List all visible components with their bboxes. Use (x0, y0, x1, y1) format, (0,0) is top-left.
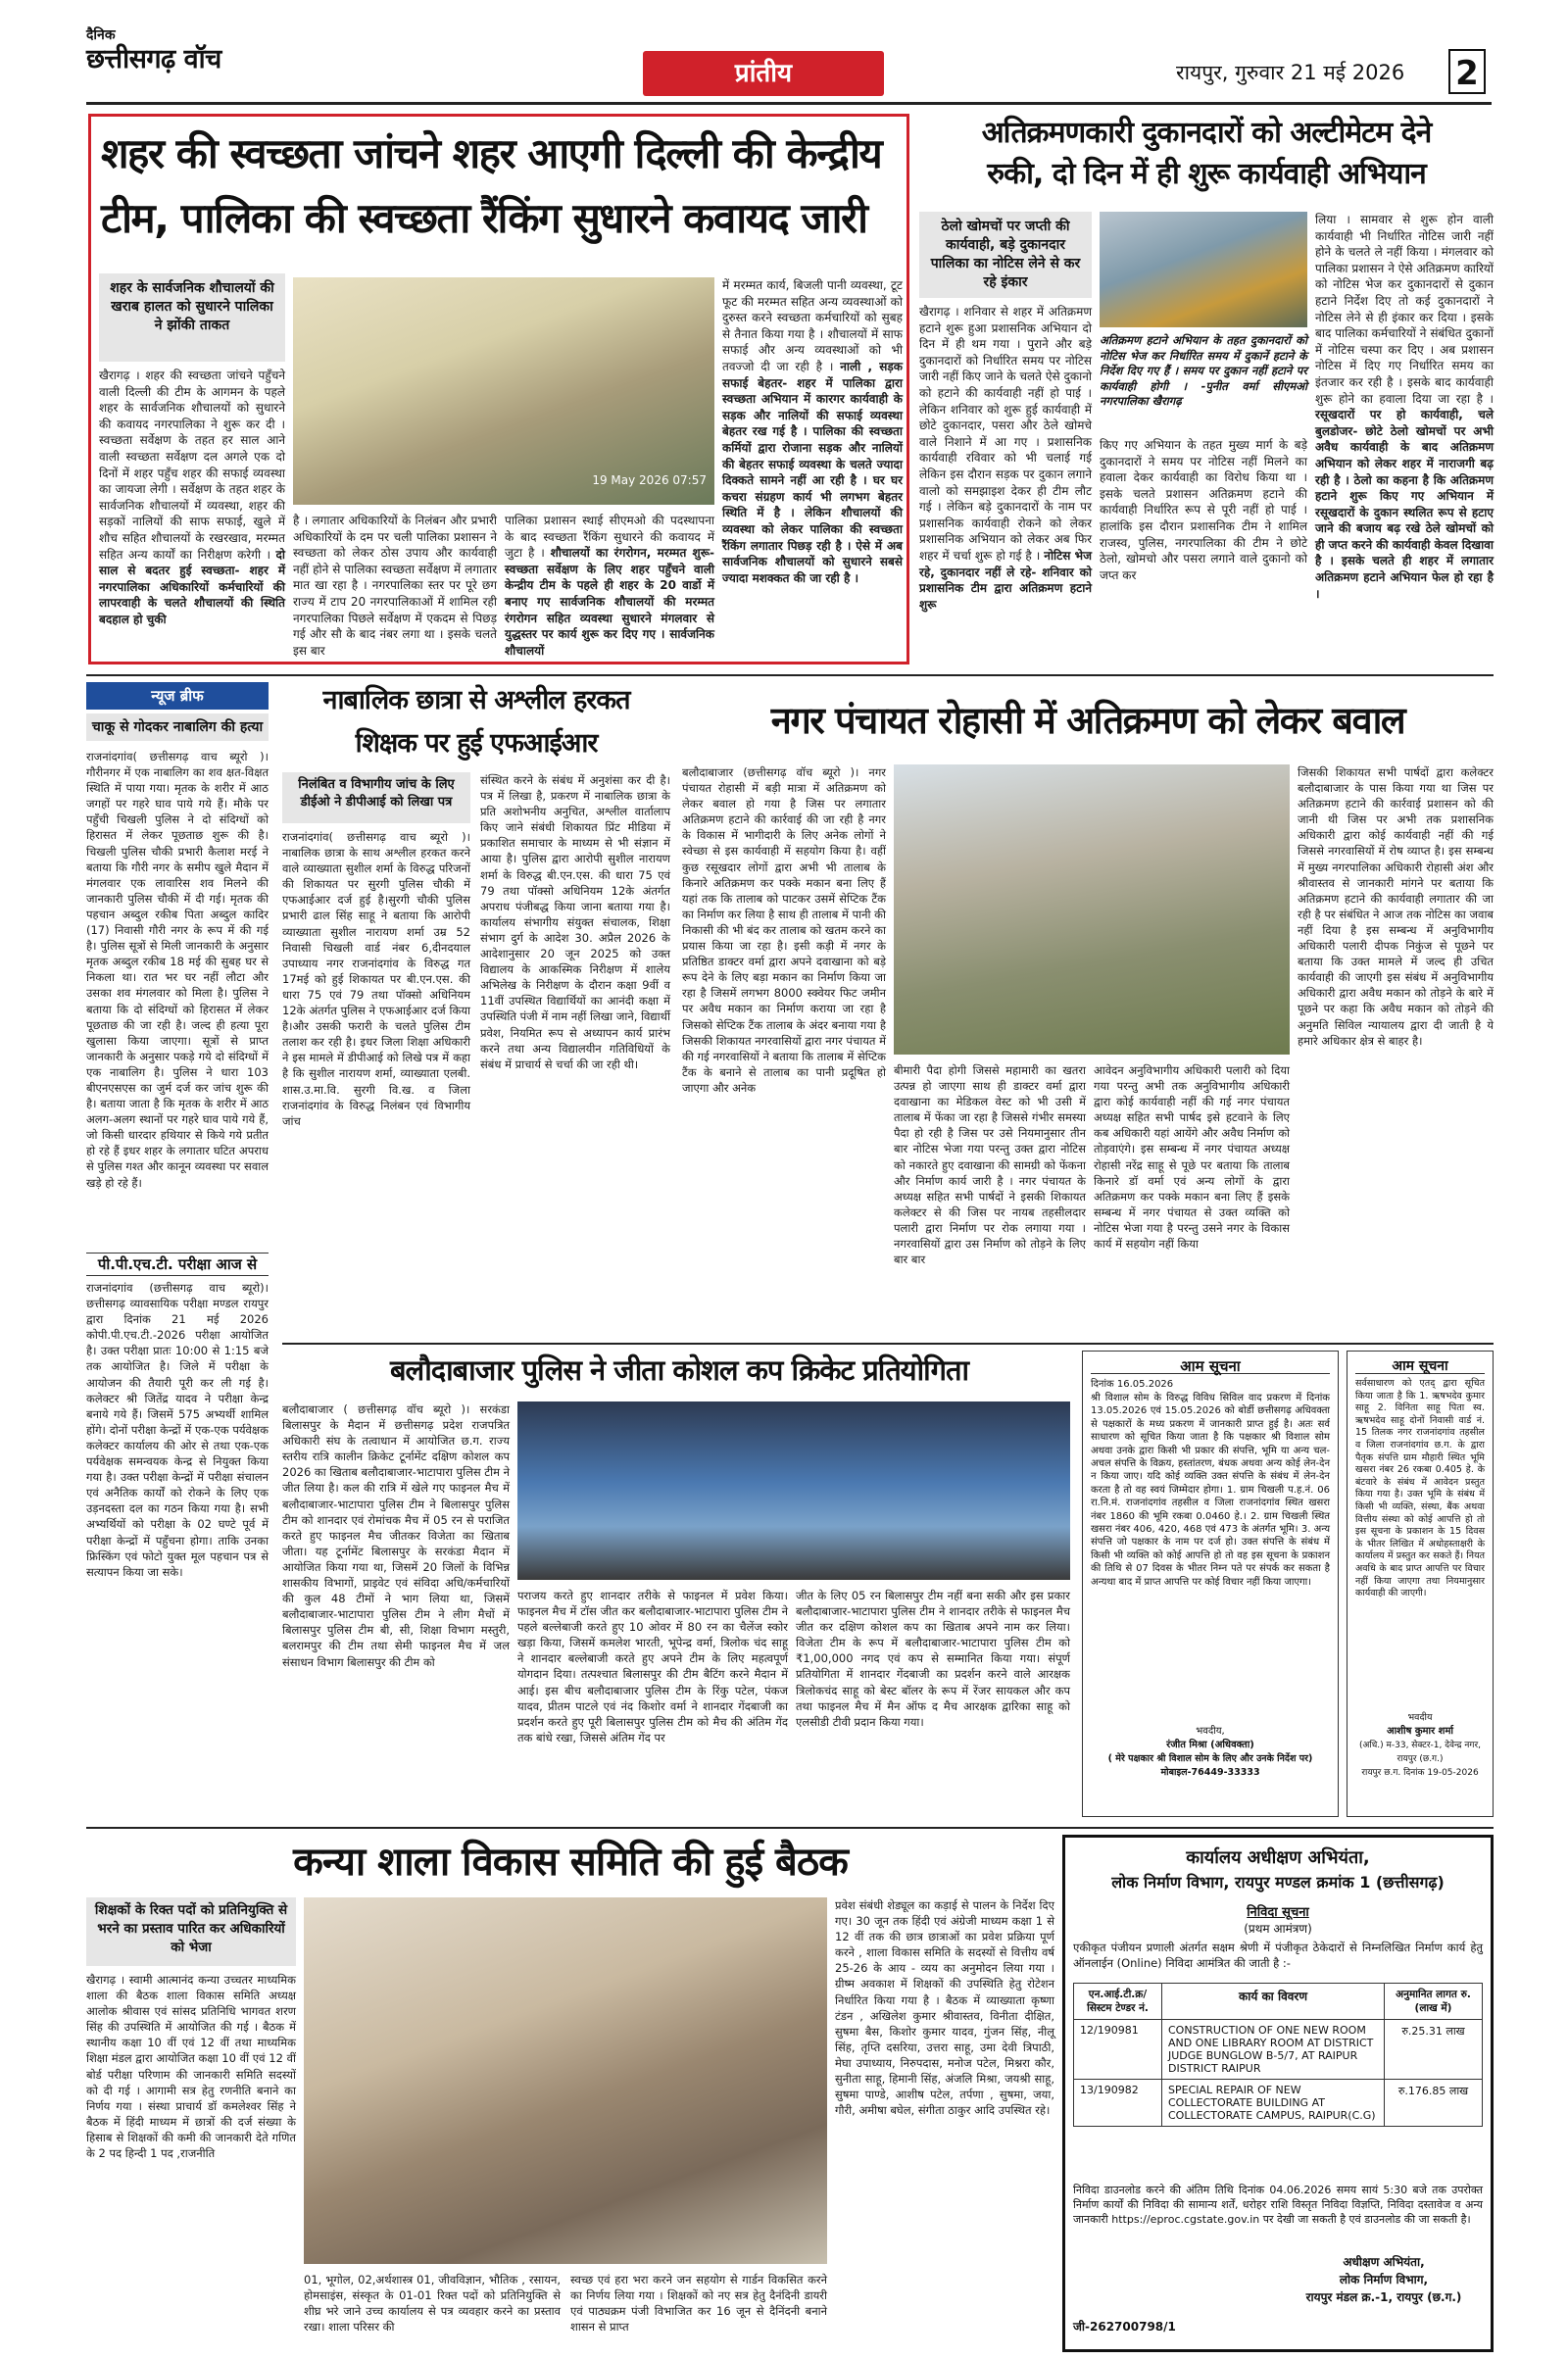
story-col1: खैरागढ़ । स्वामी आत्मानंद कन्या उच्चतर माध्यमिक शाला की बैठक शाला विकास समिति अध्यक्ष आलोक श्रीवास एवं सांसद प्रतिनिधि भागवत शरण सिंह की उपस्थिति में आयोजित की गई । बैठक में स्थानीय कक्षा 10 वीं एवं 12 वीं तथा माध्यमिक शिक्षा मंडल द्वारा आयोजित कक्षा 10 वीं एवं 12 वीं बोर्ड परीक्षा परिणाम की जानकारी समिति सदस्यों को दी गई । आगामी सत्र हेतु रणनीति बनाने का निर्णय गया । संस्था प्राचार्य डॉ कमलेश्वर सिंह ने बैठक में हिंदी माध्यम में छात्रों की दर्ज संख्या के हिसाब से शिक्षकों की कमी की जानकारी देते गणित के 2 पद हिन्दी 1 पद ,राजनीति (86, 1973, 296, 2161)
table-row (1074, 2080, 1483, 2127)
brand-small: दैनिक (86, 27, 116, 43)
bottom-divider (86, 1827, 1494, 1829)
body-text: में मरम्मत कार्य, बिजली पानी व्यवस्था, टूट फूट की मरम्मत सहित अन्य व्यवस्थाओं को दुरुस्त करने स्वच्छता कर्मचारियों को सुबह से तैनात किया गया है । शौचालयों में साफ सफाई और अन्य व्यवस्थाओं को भी तवज्जो दी जा रही है । (722, 278, 903, 373)
story-col4: जिसकी शिकायत सभी पार्षदों द्वारा कलेक्टर बलौदाबाजार के पास किया गया था जिस पर अतिक्रमण हटाने की कार्रवाई प्रशासन को की जानी थी जिस पर अभी तक प्रशासनिक अधिकारी द्वारा कोई कार्यवाही नहीं की गई जिससे नगरवासियों में रोष व्याप्त है। इस सम्बन्ध में मुख्य नगरपालिका अधिकारी रोहासी अंश और श्रीवास्तव से जानकारी मांगने पर बताया कि अतिक्रमण हटाने की कार्यवाही लगातार की जा रही है पर संबंधित ने आज तक नोटिस का जवाब नहीं दिया है इस सम्बन्ध में अनुविभागीय अधिकारी पलारी दीपक निकुंज से पूछने पर बताया कि उक्त मामले में जल्द ही उचित कार्यवाही की जाएगी इस संबंध में अनुविभागीय अधिकारी द्वारा अवैध मकान को तोड़ने के बारे में पूछने पर कहा कि अवैध मकान को तोड़ने की अनुमति सिविल न्यायालय द्वारा दी जाती है ये हमारे अधिकार क्षेत्र से बाहर है। (1298, 765, 1494, 1048)
headline-line2: शिक्षक पर हुई एफआईआर (355, 728, 598, 759)
tender-table-wrap (1073, 1983, 1483, 2127)
story-col2: 01, भूगोल, 02,अर्थशास्त्र 01, जीवविज्ञान, भौतिक , रसायन, होमसाइंस, संस्कृत के 01-01 रिक्त पदों को प्रतिनियुक्ति से शीघ्र भरे जाने उच्च कार्यालय से पत्र व्यवहार करने का प्रस्ताव रखा। शाला परिसर की (304, 2273, 561, 2335)
story-encroachment-ultimatum (919, 114, 1494, 664)
public-notice-2 (1347, 1351, 1494, 1817)
notice-text: श्री विशाल सोम के विरुद्ध विविध सिविल वाद प्रकरण में दिनांक 13.05.2026 एवं 15.05.2026 को बोर्डी छत्तीसगढ़ अधिवक्ता से पक्षकारों के मध्य प्रकरण में जानकारी प्राप्त हुई है। अतः सर्व साधारण को सूचित किया जाता है कि पक्षकार श्री विशाल सोम अथवा उनके द्वारा किसी भी प्रकार की संपत्ति, भूमि या अन्य चल-अचल संपत्ति के विक्रय, हस्तांतरण, बंधक अथवा अन्य कोई लेन-देन न किया जाए। यदि कोई व्यक्ति उक्त संपत्ति के संबंध में लेन-देन करता है तो वह स्वयं जिम्मेदार होगा। 1. ग्राम चिखली प.ह.नं. 06 रा.नि.मं. राजनांदगांव तहसील व जिला राजनांदगांव स्थित खसरा नंबर 1860 की भूमि रकबा 0.0460 हे.। 2. ग्राम चिखली स्थित खसरा नंबर 406, 420, 468 एवं 473 के अंतर्गत भूमि। 3. अन्य संपत्ति जो पक्षकार के नाम पर दर्ज हो। उक्त संपत्ति के संबंध में किसी भी व्यक्ति को कोई आपत्ति हो तो वह इस सूचना के प्रकाशन की तिथि से 07 दिवस के भीतर निम्न पते पर संपर्क कर सकता है अन्यथा बाद में प्राप्त आपत्ति पर कोई विचार नहीं किया जाएगा। (1091, 1393, 1330, 1588)
cricket-col3: जीत के लिए 05 रन बिलासपुर टीम नहीं बना सकी और इस प्रकार बलौदाबाजार-भाटापारा पुलिस टीम ने शानदार तरीके से फाइनल मैच जीत कर दक्षिण कोशल कप का खिताब अपने नाम कर लिया। विजेता टीम के रूप में बलौदाबाजार-भाटापारा पुलिस टीम को ₹1,00,000 नगद एवं कप से सम्मानित किया गया। संपूर्ण प्रतियोगिता में शानदार गेंदबाजी का प्रदर्शन करने वाले आरक्षक त्रिलोकचंद साहू को बेस्ट बॉलर के रूप में रेंजर सायकल और कप तथा फाइनल मैच में मैन ऑफ द मैच आरक्षक द्वारिका साहू को एलसीडी टीवी प्रदान किया गया। (796, 1589, 1070, 1729)
brand-name: छत्तीसगढ़ वॉच (86, 44, 221, 74)
notice-title: आम सूचना (1091, 1359, 1330, 1374)
encroachment-truck-photo (1100, 212, 1307, 327)
story-col1: बलौदाबाजार (छत्तीसगढ़ वॉच ब्यूरो )। नगर पंचायत रोहासी में बड़ी मात्रा में अतिक्रमण को लेकर बवाल हो गया है जिस पर लगातार अतिक्रमण हटाने की कार्रवाई की जा रही है नगर के विकास में भागीदारी के लिए अनेक लोगों ने स्वेच्छा से इस कार्यवाही में सहयोग किया है। वहीं कुछ रसूखदार लोगों द्वारा अभी भी तालाब के किनारे अतिक्रमण कर पक्के मकान बना लिए हैं यहां तक कि तालाब को पाटकर उसमें सेप्टिक टैंक का निर्माण कर लिया है साथ ही तालाब में पानी की निकासी की भी बंद कर तालाब को खतम करने का प्रयास किया जा रहा है। इसी कड़ी में नगर के प्रतिष्ठित डाक्टर वर्मा द्वारा अपने दवाखाना को बड़े रूप देने के लिए बड़ा मकान का निर्माण किया जा रहा है जिसमें लगभग 8000 स्क्वेयर फिट जमीन पर अवैध मकान का निर्माण कराया जा रहा है जिसको सेप्टिक टैंक तालाब के अंदर बनाया गया है जिसकी शिकायत नगरवासियों द्वारा नगर पंचायत में की गई नगरवासियों ने बताया कि तालाब में सेप्टिक टैंक के बनाने से तालाब का पानी प्रदूषित हो जाएगा और अनेक (682, 765, 886, 1095)
subhead: शहर के सार्वजनिक शौचालयों की खराब हालत को सुधारने पालिका ने झोंकी ताकत (99, 273, 285, 362)
story-col-a (919, 304, 1092, 661)
construction-photo (894, 764, 1290, 1055)
tender-footer: निविदा डाउनलोड करने की अंतिम तिथि दिनांक 04.06.2026 समय सायं 5:30 बजे तक उपरोक्त निर्माण कार्यों की निविदा की सामान्य शर्तें, धरोहर राशि विस्तृत निविदा विज्ञप्ति, निविदा दस्तावेज व अन्य जानकारी https://eproc.cgstate.gov.in पर देखी जा सकती है एवं डाउनलोड की जा सकती है। (1073, 2184, 1483, 2226)
story-col3: स्वच्छ एवं हरा भरा करने जन सहयोग से गार्डन विकसित करने का निर्णय लिया गया । शिक्षकों को नए सत्र हेतु दैनंदिनी डायरी एवं पाठ्यक्रम पंजी विभाजित कर 16 जून से दैनिंदनी बनाने शासन से प्राप्त (570, 2273, 827, 2335)
story-col3 (505, 513, 714, 660)
notice-date: दिनांक 16.05.2026 (1091, 1379, 1174, 1390)
masthead (0, 0, 1568, 110)
tender-sign-1: अधीक्षण अभियंता, (1343, 2255, 1425, 2269)
brief-headline-1: चाकू से गोदकर नाबालिग की हत्या (86, 713, 269, 741)
tender-sign-3: रायपुर मंडल क्र.-1, रायपुर (छ.ग.) (1305, 2290, 1462, 2304)
body-subhead: रसूखदारों पर हो कार्यवाही, चले बुलडोजर- छोटे ठेलो खोमचों पर अभी अवैध कार्यवाही के बाद अतिक्रमण अभियान को लेकर शहर में नाराजगी बढ़ रही है । ठेलो का कहना है कि अतिक्रमण हटाने शुरू किए गए अभियान में रसूखदारों के दुकान स्थलित रूप से हटाए जाने की बजाय बढ़ रखे ठेले खोमचों को ही जप्त करने की कार्यवाही केवल दिखावा है । इसके चलते ही शहर में लगातार अतिक्रमण हटाने अभियान फेल हो रहा है । (1315, 408, 1494, 601)
brief-text-1: राजनांदगांव( छत्तीसगढ़ वाच ब्यूरो )। गौरीनगर में एक नाबालिग का शव क्षत-विक्षत स्थिति में पाया गया। मृतक के शरीर में आठ जगहों पर गहरे घाव पाये गये हैं। मौके पर पहुँची चिखली पुलिस ने दो संदिग्धों को हिरासत में लेकर पूछताछ शुरू की है। चिखली पुलिस चौकी प्रभारी कैलाश मरई ने बताया कि गौरी नगर के समीप खुले मैदान में मंगलवार एक लावारिस शव मिलने की जानकारी पुलिस चौकी में दी गई। मृतक की पहचान अब्दुल रकीब पिता अब्दुल कादिर (17) निवासी गौरी नगर के रूप में की गई है। पुलिस सूत्रों से मिली जानकारी के अनुसार मृतक अब्दुल रकीब 18 मई की सुबह घर से निकला था। रात भर घर नहीं लौटा और उसका शव मंगलवार को मिला है। पुलिस ने बताया कि दो संदिग्धों को हिरासत में लेकर पूछताछ की जा रही है। जल्द ही हत्या पूरा खुलासा किया जाएगा। सूत्रों से प्राप्त जानकारी के अनुसार पकड़े गये दो संदिग्धों में एक नाबालिग है। पुलिस ने धारा 103 बीएनएसएस का जुर्म दर्ज कर जांच शुरू की है। बताया जाता है कि मृतक के शरीर में आठ अलग-अलग स्थानों पर गहरे घाव पाये गये हैं, जो किसी धारदार हथियार से किये गये प्रतीत हो रहे हैं इधर शहर के लगातार घटित अपराध से पुलिस गश्त और कानून व्यवस्था पर सवाल खड़े हो रहे हैं। (86, 750, 269, 1190)
body-text: खैरागढ़ । शहर की स्वच्छता जांचने पहुँचने वाली दिल्ली की टीम के आगमन के पहले शहर के सार्वजनिक शौचालयों को सुधारने की कवायद नगरपालिका ने शुरू कर दी । स्वच्छता सर्वेक्षण के तहत हर साल आने वाली स्वच्छता सर्वेक्षण दल अगले एक दो दिनों में शहर पहुँच शहर की सफाई व्यवस्था का जायजा लेगी । सर्वेक्षण के तहत शहर के सार्वजनिक शौचालयों में व्यवस्था, शहर की सड़कों नालियों की साफ सफाई, खुले में शौच सहित शौचालयों के रखरखाव, मरम्मत सहित अन्य कार्यों का निरीक्षण करेगी । (99, 369, 285, 562)
cricket-team-photo (517, 1401, 1070, 1580)
story-cleanliness (88, 114, 909, 664)
pwd-tender-notice (1062, 1835, 1494, 2352)
body-subhead: दो साल से बदतर हुई स्वच्छता- शहर में नगरपालिका अधिकारियों कर्मचारियों की लापरवाही के चलते शौचालयों की स्थिति बदहाल हो चुकी (99, 547, 285, 626)
notice-sign-name: रंजीत मिश्रा (अधिवक्ता) (1166, 1740, 1254, 1750)
caption-text: अतिक्रमण हटाने अभियान के तहत दुकानदारों को नोटिस भेज कर निर्धारित समय में दुकानें हटाने के निर्देश दिए गए हैं । समय पर दुकान नहीं हटाने पर कार्यवाही होगी । (1100, 333, 1307, 393)
notice-sign-role: (अधि.) म-33, सेक्टर-1, देवेन्द्र नगर, रायपुर (छ.ग.) (1359, 1741, 1481, 1764)
public-notice-1 (1082, 1351, 1339, 1817)
body-text: खैरागढ़ । शनिवार से शहर में अतिक्रमण हटाने शुरू हुआ प्रशासनिक अभियान दो दिन में ही थम गया । पुराने और बड़े दुकानदारों को निर्धारित समय पर नोटिस जारी नहीं किए जाने के चलते ऐसे दुकानो को हटाने की कार्यवाही नहीं हो पाई । लेकिन शनिवार को शुरू हुई कार्यवाही में छोटे दुकानदार, पसरा और ठेले खोमचे वाले निशाने में आ गए । प्रशासनिक कार्यवाही रविवार को भी चलाई गई लेकिन इस दौरान सड़क पर दुकान लगाने वालो को समझाइश देकर ही टीम लौट गई । लेकिन बड़े दुकानदारों के नाम पर प्रशासनिक कार्यवाही रोकने को लेकर प्रशासनिक अभियान को लेकर अब फिर शहर में चर्चा शुरू हो गई है । (919, 305, 1092, 563)
notice-sign-for: ( मेरे पक्षकार श्री विशाल सोम के लिए और उनके निर्देश पर) मोबाइल-76449-33333 (1107, 1753, 1313, 1778)
subhead: निलंबित व विभागीय जांच के लिए डीईओ ने डीपीआई को लिखा पत्र (282, 772, 470, 823)
tender-work: SPECIAL REPAIR OF NEW COLLECTORATE BUILDING AT COLLECTORATE CAMPUS, RAIPUR(C.G) (1162, 2080, 1385, 2127)
tender-nit-sub: (प्रथम आमंत्रण) (1244, 1922, 1312, 1936)
meeting-photo (304, 1897, 827, 2264)
notice-text: सर्वसाधारण को एतद् द्वारा सूचित किया जाता है कि 1. ऋषभदेव कुमार साहू 2. विनिता साहू पिता स्व. ऋषभदेव साहू दोनों निवासी वार्ड नं. 15 तिलक नगर राजनांदगांव तहसील व जिला राजनांदगांव छ.ग. के द्वारा पैतृक संपत्ति ग्राम मौहारी स्थित भूमि खसरा नंबर 26 रकबा 0.405 हे. के बंटवारे के संबंध में आवेदन प्रस्तुत किया गया है। उक्त भूमि के संबंध में किसी भी व्यक्ति, संस्था, बैंक अथवा वित्तीय संस्था को कोई आपत्ति हो तो इस सूचना के प्रकाशन के 15 दिवस के भीतर लिखित में अधोहस्ताक्षरी के कार्यालय में प्रस्तुत कर सकते हैं। नियत अवधि के बाद प्राप्त आपत्ति पर विचार नहीं किया जाएगा तथा नियमानुसार कार्यवाही की जाएगी। (1355, 1378, 1485, 1599)
tender-no: 13/190982 (1074, 2080, 1162, 2127)
masthead-rule (86, 102, 1492, 105)
tender-title: कार्यालय अधीक्षण अभियंता, (1186, 1847, 1370, 1868)
story-rohasi-encroachment (682, 682, 1494, 1337)
story-col1: बलौदाबाजार ( छत्तीसगढ़ वॉच ब्यूरो )। सरकंडा बिलासपुर के मैदान में छत्तीसगढ़ प्रदेश राजपत्रित अधिकारी संघ के तत्वाधान में आयोजित छ.ग. राज्य स्तरीय रात्रि कालीन क्रिकेट टूर्नामेंट दक्षिण कोशल कप 2026 का खिताब बलौदाबाजार-भाटापारा पुलिस टीम ने जीत लिया है। कल की रात्रि में खेले गए फाइनल मैच में बलौदाबाजार-भाटापारा पुलिस टीम ने बिलासपुर पुलिस टीम को शानदार एवं रोमांचक मैच में 05 रन से पराजित करते हुए फाइनल मैच जीतकर विजेता का खिताब जीता। यह टूर्नामेंट बिलासपुर के सरकंडा मैदान में आयोजित किया गया था, जिसमें 20 जिलों के विभिन्न शासकीय विभागों, प्राइवेट एवं संविदा अधि/कर्मचारियों की कुल 48 टीमों ने भाग लिया था, जिसमें बलौदाबाजार-भाटापारा पुलिस टीम ने लीग मैचों में बिलासपुर पुलिस टीम बी, सी, शिक्षा विभाग मस्तुरी, बलरामपुर की टीम तथा सेमी फाइनल मैच में जल संसाधन विभाग बिलासपुर की टीम को (282, 1402, 510, 1669)
story-school-committee (86, 1835, 1054, 2360)
photo-stamp: 19 May 2026 07:57 (592, 473, 707, 487)
tender-cost: रु.25.31 लाख (1385, 2020, 1483, 2080)
mid-divider (282, 1343, 1494, 1345)
brief-text-2: राजनांदगांव (छत्तीसगढ़ वाच ब्यूरो)। छत्तीसगढ़ व्यावसायिक परीक्षा मण्डल रायपुर द्वारा दिनांक 21 मई 2026 कोपी.पी.एच.टी.-2026 परीक्षा आयोजित है। उक्त परीक्षा प्रातः 10:00 से 1:15 बजे तक आयोजित है। जिले में परीक्षा के आयोजन की तैयारी पूरी कर ली गई है। कलेक्टर श्री जितेंद्र यादव ने परीक्षा केन्द्र बनाये गये हैं। जिसमें 575 अभ्यर्थी शामिल होंगे। दोनों परीक्षा केन्द्रों में एक-एक पर्यवेक्षक कलेक्टर कार्यालय की ओर से तथा एक-एक पर्यवेक्षक समन्वयक केन्द्र से नियुक्त किया गया है। उक्त परीक्षा केन्द्रों में परीक्षा संचालन एवं अनैतिक कार्यों को रोकने के लिए एक उड़नदस्ता दल का गठन किया गया है। सभी अभ्यर्थियों को परीक्षा के 02 घण्टे पूर्व में परीक्षा केन्द्रों में पहुँचना होगा। ताकि उनका फ्रिस्किंग एवं फोटो युक्त मूल पहचान पत्र से सत्यापन किया जा सके। (86, 1281, 269, 1579)
headline-line2: टीम, पालिका की स्वच्छता रैंकिंग सुधारने कवायद जारी (101, 194, 867, 242)
subhead: ठेलो खोमचों पर जप्ती की कार्यवाही, बड़े दुकानदार पालिका का नोटिस लेने से कर रहे इंकार (919, 212, 1092, 298)
headline-line1: अतिक्रमणकारी दुकानदारों को अल्टीमेटम देने (981, 116, 1432, 150)
headline: कन्या शाला विकास समिति की हुई बैठक (293, 1840, 848, 1885)
tender-no: 12/190981 (1074, 2020, 1162, 2080)
page-number: 2 (1448, 49, 1486, 94)
caption-byline: -पुनीत वर्मा सीएमओ नगरपालिका खैरागढ़ (1100, 378, 1308, 408)
story-col3: आवेदन अनुविभागीय अधिकारी पलारी को दिया गया परन्तु अभी तक अनुविभागीय अधिकारी द्वारा कोई कार्यवाही नहीं की गई नगर पंचायत अध्यक्ष सहित सभी पार्षद इसे हटवाने के लिए कब अधिकारी यहां आयेंगे और अवैध निर्माण को तोड़वाएंगे। इस सम्बन्ध में नगर पंचायत अध्यक्ष रोहासी नरेंद्र साहू से पूछे पर बताया कि तालाब किनारे डॉ वर्मा एवं अन्य लोगों के द्वारा अतिक्रमण कर पक्के मकान बना लिए हैं इसके सम्बन्ध में नगर पंचायत से उक्त व्यक्ति को नोटिस भेजा गया है परन्तु उसने नगर के विकास कार्य में सहयोग नहीं किया (1094, 1063, 1290, 1252)
story-col1: राजनांदगांव( छत्तीसगढ़ वाच ब्यूरो )। नाबालिक छात्रा के साथ अश्लील हरकत करने वाले व्याख्याता सुशील शर्मा के विरुद्ध परिजनों की शिकायत पर सुरगी पुलिस चौकी में एफआईआर दर्ज हुई है।सुरगी चौकी पुलिस प्रभारी ढाल सिंह साहू ने बताया कि आरोपी व्याख्याता सुशील नारायण शर्मा उम्र 52 निवासी चिखली वार्ड नंबर 6,दीनदयाल उपाध्याय नगर राजनांदगांव के विरुद्ध गत 17मई को हुई शिकायत पर बी.एन.एस. की धारा 75 एवं 79 तथा पॉक्सो अधिनियम 12के अंतर्गत पुलिस ने एफआईआर दर्ज किया है।और उसकी फरारी के चलते पुलिस टीम तलाश कर रही है। इधर जिला शिक्षा अधिकारी ने इस मामले में डीपीआई को लिखे पत्र में कहा है कि सुशील नारायण शर्मा, व्याख्याता एलबी. शास.उ.मा.वि. सुरगी वि.ख. व जिला राजनांदगांव के विरुद्ध निलंबन एवं विभागीय जांच (282, 830, 470, 1128)
table-row (1074, 2020, 1483, 2080)
story-col2: बीमारी पैदा होगी जिससे महामारी का खतरा उत्पन्न हो जाएगा साथ ही डाक्टर वर्मा द्वारा दवाखाना का मेडिकल वेस्ट को भी उसी में तालाब में फेंका जा रहा है जिससे गंभीर समस्या पैदा हो रही है जिस पर उसे नियमानुसार तीन बार नोटिस भेजा गया परन्तु उक्त द्वारा नोटिस को नकारते हुए दवाखाना की सामग्री को फेंकना और निर्माण कार्य जारी है । नगर पंचायत के अध्यक्ष सहित सभी पार्षदों ने इसकी शिकायत कलेक्टर से की जिस पर नायब तहसीलदार पलारी द्वारा निर्माण पर रोक लगाया गया । नगरवासियों द्वारा उस निर्माण को तोड़ने के लिए बार बार (894, 1063, 1086, 1267)
tender-sign-2: लोक निर्माण विभाग, (1339, 2273, 1429, 2286)
notice-sign: भवदीय, (1196, 1726, 1225, 1737)
dateline: रायपुर, गुरुवार 21 मई 2026 (1176, 61, 1405, 84)
cricket-col2: पराजय करते हुए शानदार तरीके से फाइनल में प्रवेश किया। फाइनल मैच में टॉस जीत कर बलौदाबाजार-भाटापारा पुलिस टीम ने पहले बल्लेबाजी करते हुए 10 ओवर में 80 रन का चैलेंज स्कोर खड़ा किया, जिसमें कमलेश भारती, भूपेन्द्र वर्मा, त्रिलोक चंद साहू ने शानदार बल्लेबाजी करते हुए अपने टीम के लिए महत्वपूर्ण योगदान दिया। तत्पश्चात बिलासपुर की टीम बैटिंग करने मैदान में आई। इस बीच बलौदाबाजार पुलिस टीम के रिंकु पटेल, पंकज यादव, प्रीतम पाटले एवं नंद किशोर वर्मा ने शानदार गेंदबाजी का प्रदर्शन करते हुए पूरी बिलासपुर पुलिस टीम को मैच की अंतिम गेंद तक बांधे रखा, जिससे अंतिम गेंद पर (517, 1589, 788, 1745)
story-col2: है । लगातार अधिकारियों के निलंबन और प्रभारी अधिकारियों के दम पर चली पालिका प्रशासन ने स्वच्छता को लेकर ठोस उपाय और कार्यवाही नहीं होने से पालिका स्वच्छता सर्वेक्षण में लगातार मात खा रहा है । नगरपालिका स्तर पर पूरे छग राज्य में टाप 20 नगरपालिकाओं में शामिल रही नगरपालिका पिछले सर्वेक्षण में एकदम से पिछड़ गई और सौ के बाद नंबर लगा था । इसके चलते इस बार (293, 514, 497, 658)
headline: नगर पंचायत रोहासी में अतिक्रमण को लेकर बवाल (770, 699, 1405, 742)
tender-intro: एकीकृत पंजीयन प्रणाली अंतर्गत सक्षम श्रेणी में पंजीकृत ठेकेदारों से निम्नलिखित निर्माण कार्य हेतु ऑनलाईन (Online) निविदा आमंत्रित की जाती है :- (1073, 1941, 1483, 1970)
notice-sign: भवदीय (1407, 1712, 1433, 1723)
news-brief-label: न्यूज ब्रीफ (86, 682, 269, 710)
subhead: शिक्षकों के रिक्त पदों को प्रतिनियुक्ति से भरने का प्रस्ताव पारित कर अधिकारियों को भेजा (86, 1897, 296, 1966)
col-header-no: एन.आई.टी.क्र/ सिस्टम टेण्डर नं. (1074, 1984, 1162, 2020)
news-brief-column (86, 682, 269, 1613)
tender-code: जी-262700798/1 (1073, 2320, 1176, 2334)
body-text: लिया । सामवार से शुरू होन वाली कार्यवाही भी निर्धारित नोटिस जारी नहीं होने के चलते ले नहीं किया । मंगलवार को पालिका प्रशासन ने ऐसे अतिक्रमण कारियों को नोटिस भेज कर दुकानदारों से दुकान हटाने निर्देश दिए तो कई दुकानदारों ने नोटिस लेने से ही इंकार कर दिया । इसके बाद पालिका कर्मचारियों ने संबंधित दुकानों में नोटिस चस्पा कर दिए । अब प्रशासन नोटिस में दिए गए निर्धारित समय का इंतजार कर रही है । इसके बाद कार्यवाही शुरू होने का हवाला दिया जा रहा है । (1315, 213, 1494, 406)
tender-nit-label: निविदा सूचना (1247, 1905, 1309, 1920)
story-col4: प्रवेश संबंधी शेड्यूल का कड़ाई से पालन के निर्देश दिए गए। 30 जून तक हिंदी एवं अंग्रेजी माध्यम कक्षा 1 से 12 वीं तक की छात्र छात्राओं का प्रवेश प्रक्रिया पूर्ण करने , शाला विकास समिति के सदस्यों से वित्तीय वर्ष 25-26 के आय - व्यय का अनुमोदन लिया गया । ग्रीष्म अवकाश में शिक्षकों की उपस्थिति हेतु रोटेशन निर्धारित किया गया है । बैठक में व्याख्याता कृष्णा टंडन , अखिलेश कुमार श्रीवास्तव, विनीता दीक्षित, सुषमा बैस, किशोर कुमार यादव, गुंजन सिंह, नीलू सिंह, तृप्ति दसरिया, उत्तरा साहू, उमा देवी त्रिपाठी, मेघा उपाध्याय, निरुपदास, मनोज पटेल, मिश्नरा कौर, सुनीता साहू, हिमानी सिंह, अंजलि मिश्रा, जयश्री साहू, सुषमा पाण्डे, आशीष पटेल, तर्पणा , सुषमा, जया, गौरी, अमीषा बघेल, संगीता ठाकुर आदि उपस्थित रहे। (835, 1898, 1054, 2118)
brief-headline-2: पी.पी.एच.टी. परीक्षा आज से (86, 1253, 269, 1276)
body-text: पालिका प्रशासन स्थाई सीएमओ की पदस्थापना के बाद स्वच्छता रैंकिंग सुधारने की कवायद में जुटा है । (505, 514, 714, 561)
story-col4 (722, 277, 903, 660)
col-header-work: कार्य का विवरण (1162, 1984, 1385, 2020)
notice-sign-date: रायपुर छ.ग. दिनांक 19-05-2026 (1361, 1768, 1479, 1778)
row-divider (86, 674, 1494, 676)
story-teacher-fir (282, 682, 670, 1337)
notice-title: आम सूचना (1355, 1359, 1485, 1374)
col-header-cost: अनुमानित लागत रु. (लाख में) (1385, 1984, 1483, 2020)
headline: बलौदाबाजार पुलिस ने जीता कोशल कप क्रिकेट प्रतियोगिता (389, 1353, 969, 1387)
photo-caption (1100, 333, 1307, 429)
tender-cost: रु.176.85 लाख (1385, 2080, 1483, 2127)
tender-title-2: लोक निर्माण विभाग, रायपुर मण्डल क्रमांक 1 (छत्तीसगढ़) (1111, 1873, 1445, 1892)
notice-sign-name: आशीष कुमार शर्मा (1386, 1726, 1454, 1737)
toilet-renovation-photo (293, 277, 714, 505)
story-col-right (1315, 212, 1494, 661)
section-tab: प्रांतीय (643, 51, 884, 96)
headline-line1: शहर की स्वच्छता जांचने शहर आएगी दिल्ली की केन्द्रीय (101, 129, 882, 177)
headline-line1: नाबालिक छात्रा से अश्लील हरकत (322, 685, 630, 715)
story-col1 (99, 368, 285, 658)
body-subhead: नोटिस भेज रहे, दुकानदार नहीं ले रहे- शनिवार को प्रशासनिक टीम द्वारा अतिक्रमण हटाने शुरू (919, 548, 1092, 612)
body-subhead: शौचालयों का रंगरोगन, मरम्मत शुरू- स्वच्छता सर्वेक्षण के लिए शहर पहुँचने वाली केन्द्रीय टीम के पहले ही शहर के 20 वार्डो में बनाए गए सार्वजनिक शौचालयों की मरम्मत रंगरोगन सहित व्यवस्था सुधारने मंगलवार से युद्धस्तर पर कार्य शुरू कर दिए गए । सार्वजनिक शौचालयों (505, 546, 714, 658)
story-col-b: किए गए अभियान के तहत मुख्य मार्ग के बड़े दुकानदारों ने समय पर नोटिस नहीं मिलने का हवाला देकर कार्यवाही का विरोध किया था । इसके चलते प्रशासन अतिक्रमण हटाने की कार्यवाही निर्धारित रूप से पूरी नहीं हो पाई । हालांकि इस दौरान प्रशासनिक टीम ने शामिल राजस्व, पुलिस, नगरपालिका की टीम ने छोटे ठेलो, खोमचो और पसरा लगाने वाले दुकानो को जप्त कर (1100, 438, 1307, 582)
tender-table (1073, 1983, 1483, 2127)
story-col2: संस्थित करने के संबंध में अनुशंसा कर दी है। पत्र में लिखा है, प्रकरण में नाबालिक छात्रा के प्रति अशोभनीय अनुचित, अश्लील वार्तालाप किए जाने संबंधी शिकायत प्रिंट मीडिया में प्रकाशित समाचार के माध्यम से भी संज्ञान में आया है। पुलिस द्वारा आरोपी सुशील नारायण शर्मा के विरुद्ध बी.एन.एस. की धारा 75 एवं 79 तथा पॉक्सो अधिनियम 12के अंतर्गत अपराध पंजीबद्ध किया जाना बताया गया है। कार्यालय संभागीय संयुक्त संचालक, शिक्षा संभाग दुर्ग के आदेश 30. अप्रैल 2026 के आदेशानुसार 20 जून 2025 को उक्त विद्यालय के आकस्मिक निरीक्षण में शालेय अभिलेख के निरीक्षण के दौरान कक्षा 9वीं व 11वीं उपस्थित विद्यार्थियों का आनंदी कक्षा में उपस्थिति पंजी में नाम नहीं लिखा जाने, विद्यार्थी प्रवेश, नियमित रूप से अध्यापन कार्य प्रारंभ करने तथा अन्य विद्यालयीन गतिविधियों के संबंध में प्राचार्य से चर्चा की जा रही थी। (480, 773, 670, 1071)
tender-work: CONSTRUCTION OF ONE NEW ROOM AND ONE LIBRARY ROOM AT DISTRICT JUDGE BUNGLOW B-5/7, AT RAIPUR DISTRICT RAIPUR (1162, 2020, 1385, 2080)
headline-line2: रुकी, दो दिन में ही शुरू कार्यवाही अभियान (987, 157, 1426, 191)
body-subhead: नाली , सड़क सफाई बेहतर- शहर में पालिका द्वारा स्वच्छता अभियान में कारगर कार्यवाही के सड़क और नालियों की सफाई व्यवस्था बेहतर रख गई है । पालिका की स्वच्छता कर्मियों द्वारा रोजाना सड़क और नालियों की बेहतर सफाई व्यवस्था के चलते ज्यादा दिक्कते सामने नहीं आ रही है । घर घर कचरा संग्रहण कार्य भी लगभग बेहतर स्थिति में है । लेकिन शौचालयों की व्यवस्था को लेकर पालिका की स्वच्छता रैंकिंग लगातार पिछड़ रही है । ऐसे में अब सार्वजनिक शौचालयों को सुधारने सबसे ज्यादा मशक्कत की जा रही है । (722, 359, 903, 585)
